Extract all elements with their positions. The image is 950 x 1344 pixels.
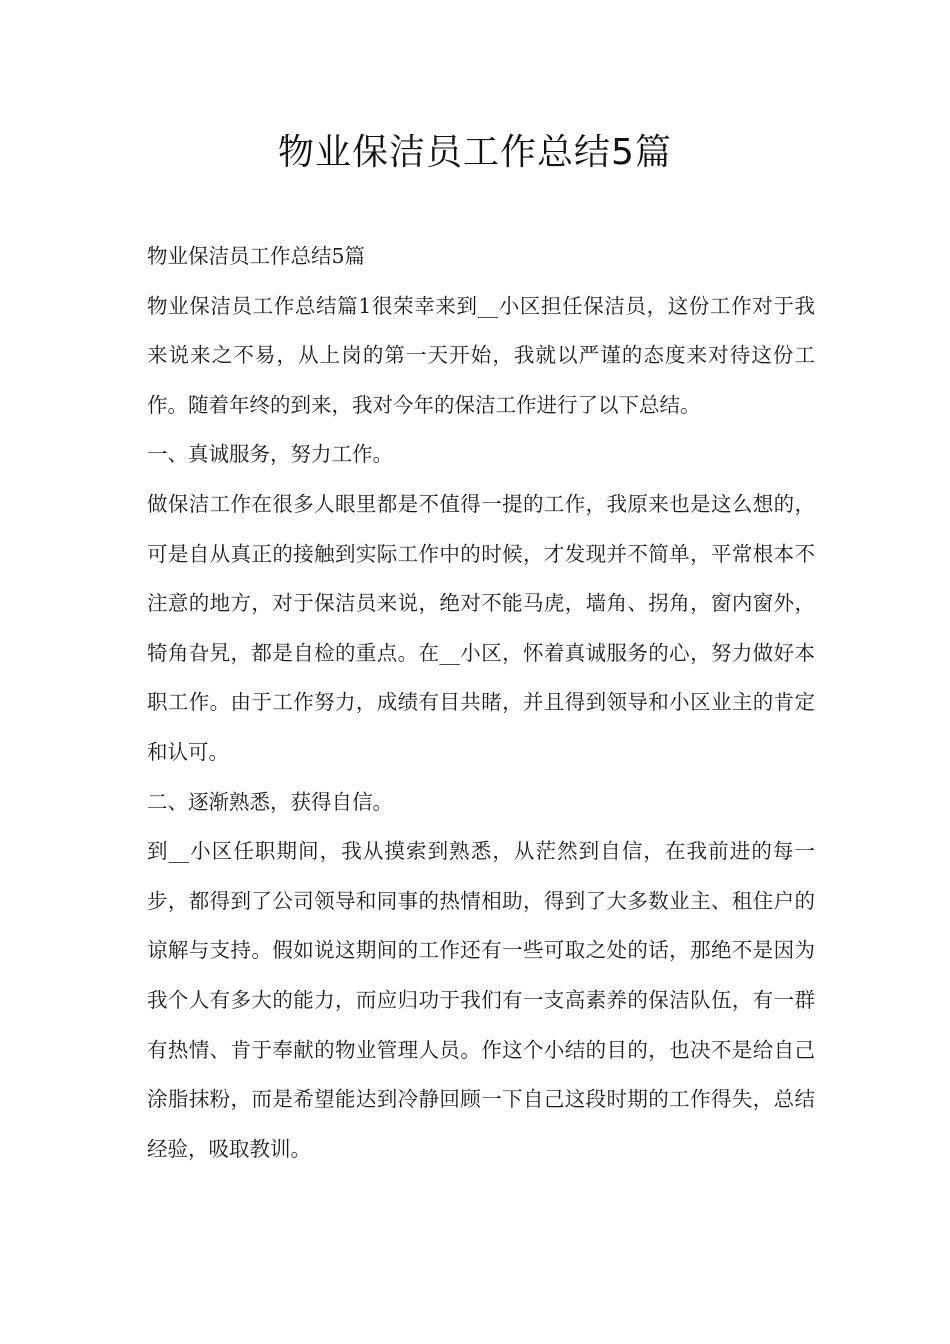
section-heading-1: 一、真诚服务，努力工作。	[147, 442, 393, 467]
paragraph-subtitle: 物业保洁员工作总结5篇	[147, 244, 366, 268]
paragraph-intro: 物业保洁员工作总结篇1很荣幸来到__小区担任保洁员，这份工作对于我来说来之不易，从上岗的第一天开始，我就以严谨的态度来对待这份工作。随着年终的到来，我对今年的保洁工作进行了以下总结。	[147, 293, 815, 417]
document-title: 物业保洁员工作总结5篇	[278, 132, 672, 173]
document-body	[147, 232, 815, 1174]
paragraph-section-2: 到__小区任职期间，我从摸索到熟悉，从茫然到自信，在我前进的每一步，都得到了公司领导和同事的热情相助，得到了大多数业主、租住户的谅解与支持。假如说这期间的工作还有一些可取之处的话，那绝不是因为我个人有多大的能力，而应归功于我们有一支高素养的保洁队伍，有一群有热情、肯于奉献的物业管理人员。作这个小结的目的，也决不是给自己涂脂抹粉，而是希望能达到冷静回顾一下自己这段时期的工作得失，总结经验，吸取教训。	[147, 839, 815, 1161]
paragraph-section-1: 做保洁工作在很多人眼里都是不值得一提的工作，我原来也是这么想的，可是自从真正的接触到实际工作中的时候，才发现并不简单，平常根本不注意的地方，对于保洁员来说，绝对不能马虎，墙角、拐角，窗内窗外，犄角旮旯，都是自检的重点。在__小区，怀着真诚服务的心，努力做好本职工作。由于工作努力，成绩有目共睹，并且得到领导和小区业主的肯定和认可。	[147, 491, 815, 764]
section-heading-2: 二、逐渐熟悉，获得自信。	[147, 789, 393, 814]
